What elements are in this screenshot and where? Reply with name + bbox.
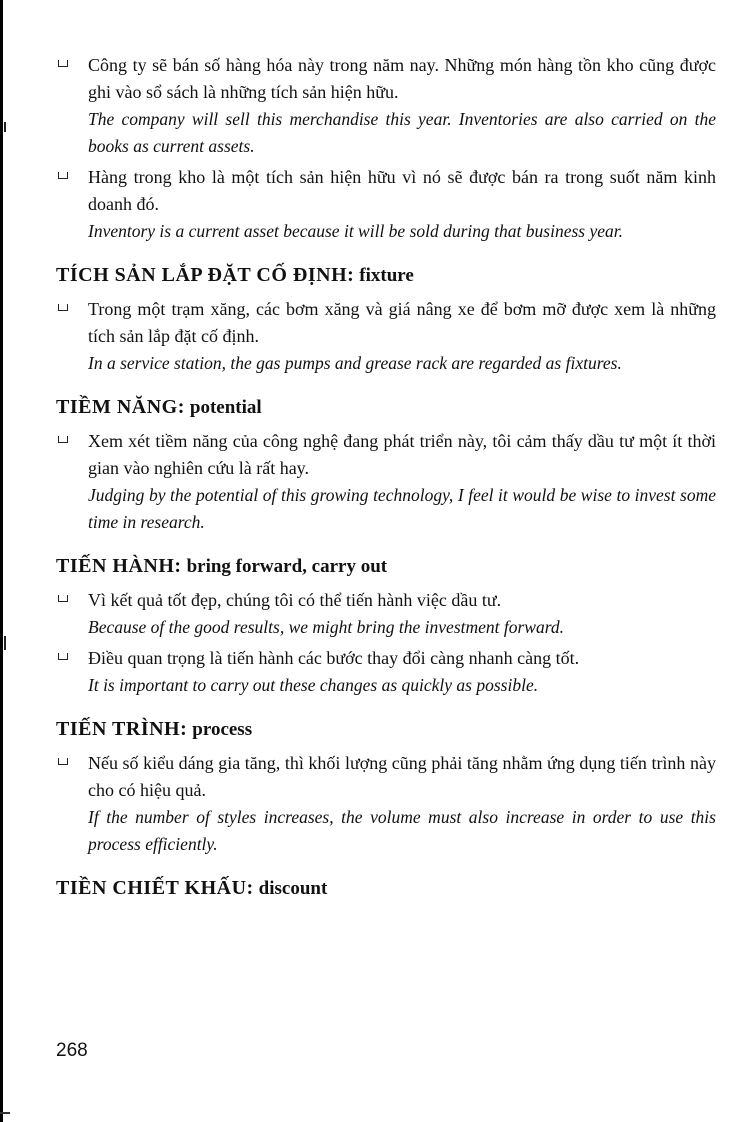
example-item <box>56 750 716 858</box>
checkbox-bullet-icon <box>58 595 68 602</box>
english-sentence: Because of the good results, we might bring the investment forward. <box>88 617 565 637</box>
entry-potential <box>56 393 716 536</box>
example-item <box>56 587 716 641</box>
vietnamese-sentence: Xem xét tiềm năng của công nghệ đang phát triển này, tôi cảm thấy dầu tư một ít thời gian vào nghiên cứu là rất hay. <box>88 431 716 478</box>
example-item <box>56 645 716 699</box>
entry-process <box>56 715 716 858</box>
checkbox-bullet-icon <box>58 304 68 311</box>
translation: discount <box>258 878 328 899</box>
entry-heading <box>56 552 716 581</box>
checkbox-bullet-icon <box>58 653 68 660</box>
headword: TIỀN CHIẾT KHẤU: <box>56 877 254 899</box>
vietnamese-sentence: Điều quan trọng là tiến hành các bước thay đổi càng nhanh càng tốt. <box>88 648 580 668</box>
entry-heading <box>56 874 716 903</box>
entry-bring-forward <box>56 552 716 699</box>
translation: process <box>192 719 253 740</box>
translation: bring forward, carry out <box>186 556 388 577</box>
checkbox-bullet-icon <box>58 60 68 67</box>
english-sentence: It is important to carry out these changes as quickly as possible. <box>88 675 539 695</box>
headword: TIỀM NĂNG: <box>56 396 185 418</box>
entry-heading <box>56 393 716 422</box>
entry-fixture <box>56 261 716 377</box>
page-left-edge <box>0 0 3 1122</box>
english-sentence: Inventory is a current asset because it will be sold during that business year. <box>88 221 623 241</box>
vietnamese-sentence: Vì kết quả tốt đẹp, chúng tôi có thể tiến hành việc dầu tư. <box>88 590 502 610</box>
entry-continued <box>56 52 716 245</box>
headword: TÍCH SẢN LẮP ĐẶT CỐ ĐỊNH: <box>56 264 355 286</box>
margin-mark <box>4 636 6 650</box>
translation: potential <box>189 397 262 418</box>
translation: fixture <box>359 265 414 286</box>
margin-mark <box>4 122 6 132</box>
english-sentence: Judging by the potential of this growing technology, I feel it would be wise to invest some time in research. <box>88 485 716 532</box>
vietnamese-sentence: Nếu số kiểu dáng gia tăng, thì khối lượng cũng phải tăng nhằm ứng dụng tiến trình này cho có hiệu quả. <box>88 753 716 800</box>
headword: TIẾN TRÌNH: <box>56 718 188 740</box>
entry-heading <box>56 261 716 290</box>
example-item <box>56 52 716 160</box>
vietnamese-sentence: Trong một trạm xăng, các bơm xăng và giá nâng xe để bơm mỡ được xem là những tích sản lắp đặt cố định. <box>88 299 716 346</box>
example-item <box>56 164 716 245</box>
vietnamese-sentence: Hàng trong kho là một tích sản hiện hữu vì nó sẽ được bán ra trong suốt năm kinh doanh đó. <box>88 167 716 214</box>
headword: TIẾN HÀNH: <box>56 555 182 577</box>
english-sentence: The company will sell this merchandise this year. Inventories are also carried on the books as current assets. <box>88 109 716 156</box>
entry-discount <box>56 874 716 903</box>
example-item <box>56 296 716 377</box>
dictionary-page <box>56 52 716 909</box>
bottom-edge-mark <box>0 1112 10 1114</box>
checkbox-bullet-icon <box>58 758 68 765</box>
entry-heading <box>56 715 716 744</box>
page-number: 268 <box>56 1040 88 1061</box>
english-sentence: In a service station, the gas pumps and grease rack are regarded as fixtures. <box>88 353 622 373</box>
english-sentence: If the number of styles increases, the volume must also increase in order to use this process efficiently. <box>88 807 716 854</box>
example-item <box>56 428 716 536</box>
checkbox-bullet-icon <box>58 436 68 443</box>
vietnamese-sentence: Công ty sẽ bán số hàng hóa này trong năm nay. Những món hàng tồn kho cũng được ghi vào sổ sách là những tích sản hiện hữu. <box>88 55 716 102</box>
checkbox-bullet-icon <box>58 172 68 179</box>
